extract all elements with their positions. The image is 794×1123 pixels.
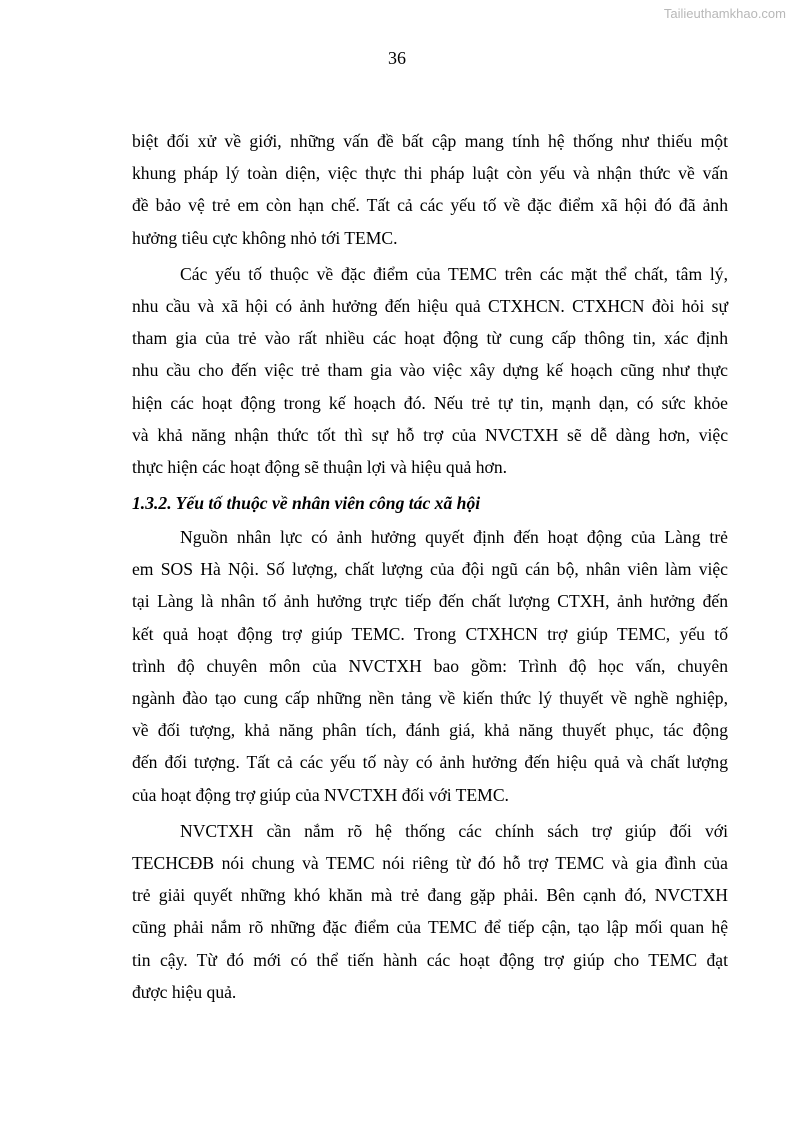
- text-line: hiện các hoạt động trong kế hoạch đó. Nếu trẻ tự tin, mạnh dạn, có sức khỏe: [132, 392, 728, 413]
- text-line: đề bảo vệ trẻ em còn hạn chế. Tất cả các yếu tố về đặc điểm xã hội đó đã ảnh: [132, 195, 728, 216]
- text-line: tham gia của trẻ vào rất nhiều các hoạt động từ cung cấp thông tin, xác định: [132, 328, 728, 349]
- text-line: về đối tượng, khả năng phân tích, đánh giá, khả năng thuyết phục, tác động: [132, 720, 728, 741]
- paragraph: [132, 817, 728, 1010]
- section-after-heading: [132, 523, 728, 1010]
- paragraph: [132, 523, 728, 813]
- paragraph: [132, 127, 728, 256]
- document-body: [132, 127, 728, 1014]
- text-line: đến đối tượng. Tất cả các yếu tố này có ảnh hưởng đến hiệu quả và chất lượng: [132, 752, 728, 773]
- text-line: trẻ giải quyết những khó khăn mà trẻ đang gặp phải. Bên cạnh đó, NVCTXH: [132, 885, 728, 906]
- text-line: Nguồn nhân lực có ảnh hưởng quyết định đến hoạt động của Làng trẻ: [180, 527, 728, 548]
- text-line: được hiệu quả.: [132, 981, 237, 1002]
- paragraph: [132, 260, 728, 485]
- text-line: tin cậy. Từ đó mới có thể tiến hành các hoạt động trợ giúp cho TEMC đạt: [132, 949, 728, 970]
- text-line: tại Làng là nhân tố ảnh hưởng trực tiếp đến chất lượng CTXH, ảnh hưởng đến: [132, 591, 728, 612]
- text-line: kết quả hoạt động trợ giúp TEMC. Trong CTXHCN trợ giúp TEMC, yếu tố: [132, 623, 728, 644]
- text-line: nhu cầu và xã hội có ảnh hưởng đến hiệu quả CTXHCN. CTXHCN đòi hỏi sự: [132, 295, 728, 316]
- text-line: TECHCĐB nói chung và TEMC nói riêng từ đó hỗ trợ TEMC và gia đình của: [132, 852, 728, 873]
- text-line: cũng phải nắm rõ những đặc điểm của TEMC để tiếp cận, tạo lập mối quan hệ: [132, 917, 728, 938]
- text-line: nhu cầu cho đến việc trẻ tham gia vào việc xây dựng kế hoạch cũng như thực: [132, 360, 728, 381]
- section-before-heading: [132, 127, 728, 485]
- section-heading: 1.3.2. Yếu tố thuộc về nhân viên công tác xã hội: [132, 493, 481, 514]
- page-number: 36: [388, 48, 406, 68]
- text-line: biệt đối xử về giới, những vấn đề bất cập mang tính hệ thống như thiếu một: [132, 131, 728, 151]
- text-line: Các yếu tố thuộc về đặc điểm của TEMC trên các mặt thể chất, tâm lý,: [180, 263, 728, 284]
- text-line: khung pháp lý toàn diện, việc thực thi pháp luật còn yếu và nhận thức về vấn: [132, 163, 728, 184]
- watermark: Tailieuthamkhao.com: [663, 6, 786, 21]
- text-line: NVCTXH cần nắm rõ hệ thống các chính sách trợ giúp đối với: [180, 820, 728, 841]
- text-line: và khả năng nhận thức tốt thì sự hỗ trợ của NVCTXH sẽ dễ dàng hơn, việc: [132, 424, 728, 445]
- text-line: ngành đào tạo cung cấp những nền tảng về kiến thức lý thuyết về nghề nghiệp,: [132, 688, 728, 708]
- text-line: em SOS Hà Nội. Số lượng, chất lượng của đội ngũ cán bộ, nhân viên làm việc: [132, 559, 728, 580]
- text-line: trình độ chuyên môn của NVCTXH bao gồm: Trình độ học vấn, chuyên: [132, 655, 728, 676]
- text-line: hưởng tiêu cực không nhỏ tới TEMC.: [132, 227, 398, 248]
- text-line: của hoạt động trợ giúp của NVCTXH đối với TEMC.: [132, 784, 509, 805]
- text-line: thực hiện các hoạt động sẽ thuận lợi và hiệu quả hơn.: [132, 456, 508, 477]
